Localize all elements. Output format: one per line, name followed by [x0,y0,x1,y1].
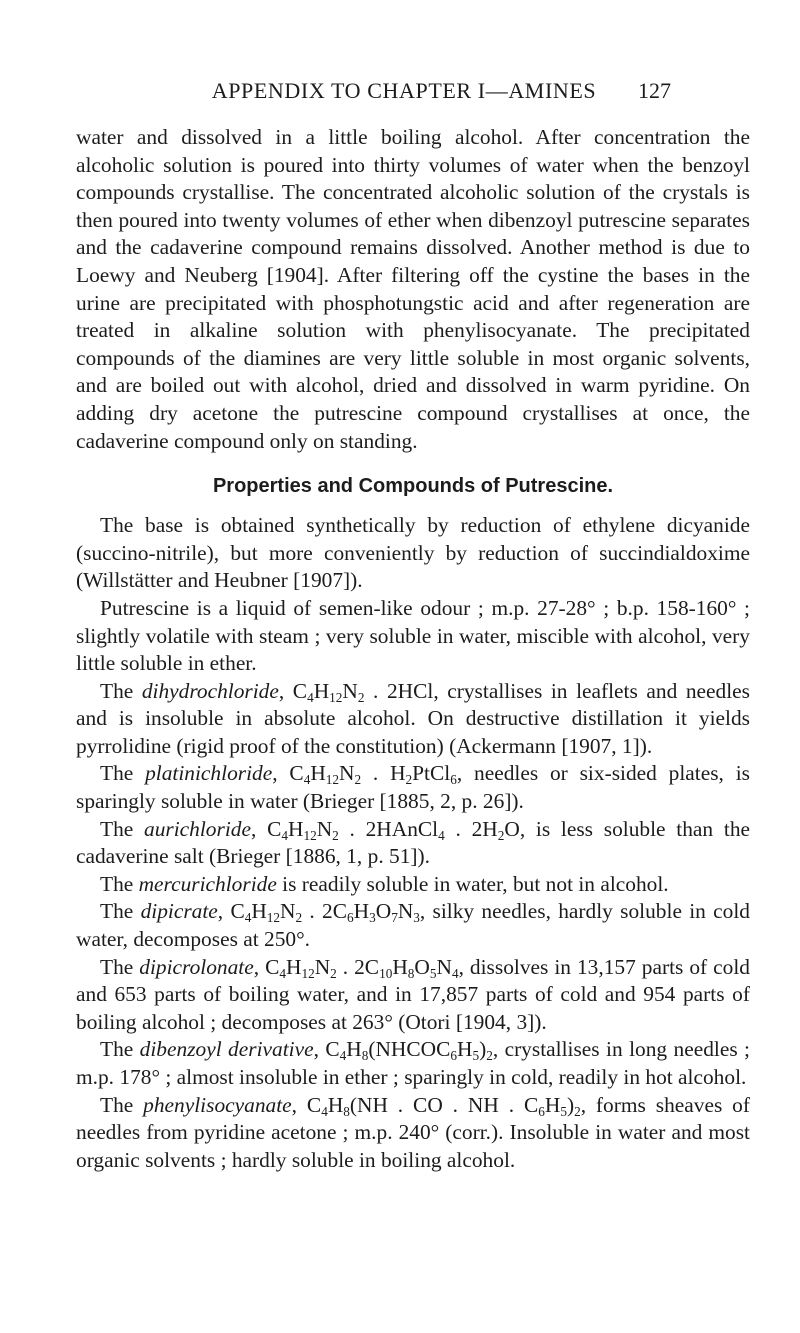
compound-description: is readily soluble in water, but not in alcohol. [276,871,669,896]
paragraph-dipicrolonate: The dipicrolonate, $C_4H_{12}N_2$ . $2C_{10}H_8O_5N_4$, dissolves in 13,157 parts of cold and 653 parts of boiling water, and in 17,857 parts of cold and 954 parts of boiling alcohol ; decomposes at 263° (Otori [1904, 3]). [76,954,751,1034]
compound-description: , dissolves in 13,157 parts of cold and 653 parts of boiling water, and in 17,857 parts of cold and 954 parts of boiling alcohol ; decomposes at 263° (Otori [1904, 3]). [76,954,751,1034]
compound-description: , silky needles, hardly soluble in cold water, decomposes at 250°. [76,899,750,952]
compound-name: platinichloride [145,761,273,786]
compound-name: mercurichloride [138,871,277,896]
paragraph-dihydrochloride: The dihydrochloride, $C_4H_{12}N_2$ . 2HCl, crystallises in leaflets and needles and is insoluble in absolute alcohol. On destructive distillation it yields pyrrolidine (rigid proof of the constitution) (Ackermann [1907, 1]). [76,678,750,758]
paragraph-aurichloride: The aurichloride, $C_4H_{12}N_2$ . 2HAnCl$_4$ . $2H_2O$, is less soluble than the cadaverine salt (Brieger [1886, 1, p. 51]). [76,816,751,869]
compound-name: aurichloride [144,816,251,841]
compound-name: dihydrochloride [141,678,279,703]
paragraph-properties: Putrescine is a liquid of semen-like odour ; m.p. 27-28° ; b.p. 158-160° ; slightly volatile with steam ; very soluble in water, miscible with alcohol, very little soluble in ether. [76,595,750,676]
compound-description: , forms sheaves of needles from pyridine acetone ; m.p. 240° (corr.). Insoluble in water and most organic solvents ; hardly soluble in boiling alcohol. [76,1092,750,1172]
paragraph-dipicrate: The dipicrate, $C_4H_{12}N_2$ . $2C_6H_3O_7N_3$, silky needles, hardly soluble in cold water, decomposes at 250°. [76,899,750,952]
compound-description: , is less soluble than the cadaverine salt (Brieger [1886, 1, p. 51]). [76,816,751,869]
formula: $C_4H_8(NHCOC_6H_5)_2$ [325,1037,493,1064]
body-text [76,124,750,1174]
paragraph-mercurichloride: The mercurichloride is readily soluble in water, but not in alcohol. [100,871,669,896]
formula: $C_4H_{12}N_2$ . $2C_6H_3O_7N_3$ [230,899,420,926]
compound-name: dipicrate [140,899,218,924]
paragraph-dibenzoyl: The dibenzoyl derivative, $C_4H_8(NHCOC_6H_5)_2$, crystallises in long needles ; m.p. 178° ; almost insoluble in ether ; sparingly in cold, readily in hot alcohol. [76,1037,750,1089]
paragraph-phenylisocyanate: The phenylisocyanate, $C_4H_8(NH$ . CO . NH . $C_6H_5)_2$, forms sheaves of needles from pyridine acetone ; m.p. 240° (corr.). Insoluble in water and most organic solvents ; hardly soluble in boiling alcohol. [76,1092,750,1172]
formula: $C_4H_{12}N_2$ . $H_2PtCl_6$ [289,761,457,788]
compound-name: dipicrolonate [139,954,254,979]
compound-name: phenylisocyanate [143,1092,292,1117]
compound-description: , crystallises in long needles ; m.p. 178° ; almost insoluble in ether ; sparingly in cold, readily in hot alcohol. [76,1037,750,1089]
compound-name: dibenzoyl derivative [139,1037,314,1062]
running-head [0,78,800,108]
paragraph-platinichloride: The platinichloride, $C_4H_{12}N_2$ . $H_2PtCl_6$, needles or six-sided plates, is sparingly soluble in water (Brieger [1885, 2, p. 26]). [76,761,750,814]
compound-description: , needles or six-sided plates, is sparingly soluble in water (Brieger [1885, 2, p. 26]). [76,761,750,814]
paragraph-separation-method: water and dissolved in a little boiling alcohol. After concentration the alcoholic solution is poured into thirty volumes of water when the benzoyl compounds crystallise. The concentrated alcoholic solution of the crystals is then poured into twenty volumes of ether when dibenzoyl putrescine separates and the cadaverine compound remains dissolved. Another method is due to Loewy and Neuberg [1904]. After filtering off the cystine the bases in the urine are precipitated with phosphotungstic acid and after regeneration are treated in alkaline solution with phenylisocyanate. The precipitated compounds of the diamines are very little soluble in most organic solvents, and are boiled out with alcohol, dried and dissolved in warm pyridine. On adding dry acetone the putrescine compound crystallises at once, the cadaverine compound only on standing. [76,125,750,453]
formula: $C_4H_{12}N_2$ . $2C_{10}H_8O_5N_4$ [265,954,459,981]
formula: $C_4H_{12}N_2$ . 2HCl [292,678,434,705]
formula: $C_4H_8(NH$ . CO . NH . $C_6H_5)_2$ [306,1092,581,1119]
compound-description: , crystallises in leaflets and needles and is insoluble in absolute alcohol. On destructive distillation it yields pyrrolidine (rigid proof of the constitution) (Ackermann [1907, 1]). [76,678,750,758]
paragraph-synthesis: The base is obtained synthetically by reduction of ethylene dicyanide (succino-nitrile), but more conveniently by reduction of succindialdoxime (Willstätter and Heubner [1907]). [76,513,750,593]
formula: $C_4H_{12}N_2$ . 2HAnCl$_4$ . $2H_2O$ [267,816,520,843]
running-head-title: APPENDIX TO CHAPTER I—AMINES [211,78,597,103]
page-number: 127 [638,78,671,103]
section-heading: Properties and Compounds of Putrescine. [212,475,614,498]
